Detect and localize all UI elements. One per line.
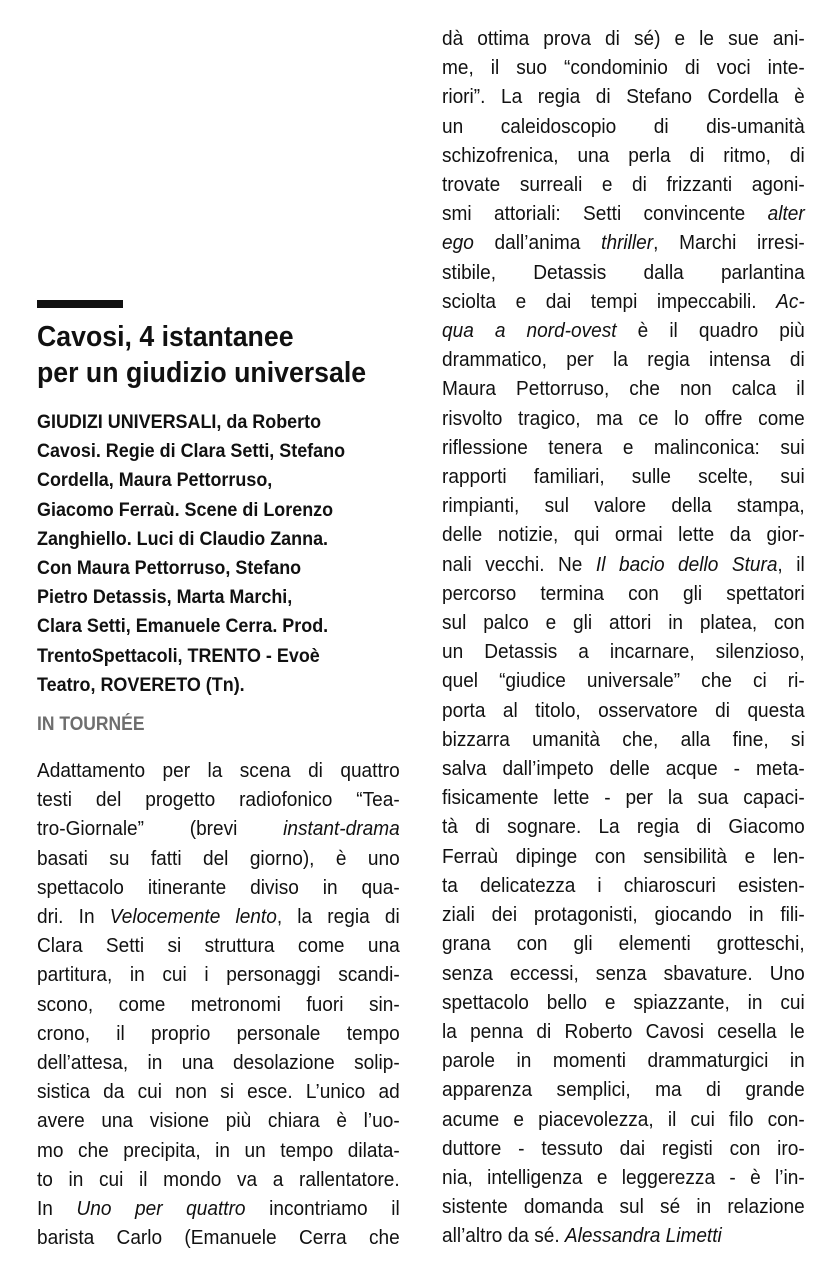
text-line: delle notizie, qui ormai lette da gior- <box>442 523 805 547</box>
text-line: crono, il proprio personale tempo <box>37 1021 400 1045</box>
title-line-2: per un giudizio universale <box>37 357 367 389</box>
text-line: acume e piacevolezza, il cui filo con- <box>442 1107 805 1131</box>
text-line: percorso termina con gli spettatori <box>442 581 805 605</box>
credits-line: GIUDIZI UNIVERSALI, da Roberto <box>37 411 322 433</box>
text-line: In Uno per quattro incontriamo il <box>37 1197 400 1221</box>
credits-line: Con Maura Pettorruso, Stefano <box>37 557 302 580</box>
text-line: nali vecchi. Ne Il bacio dello Stura, il <box>442 552 805 576</box>
text-line: parole in momenti drammaturgici in <box>442 1049 805 1073</box>
text-line: Maura Pettorruso, che non calca il <box>442 377 805 401</box>
text-line: me, il suo “condominio di voci inte- <box>442 56 805 80</box>
text-line: grana con gli elementi grotteschi, <box>442 932 805 956</box>
show-title: GIUDIZI UNIVERSALI <box>37 411 217 433</box>
text-line: Clara Setti si struttura come una <box>37 934 400 958</box>
text-line: sistica da cui non si esce. L’unico ad <box>37 1080 400 1104</box>
credits-line: TrentoSpettacoli, TRENTO - Evoè <box>37 644 320 667</box>
credits-line: Teatro, ROVERETO (Tn). <box>37 673 245 696</box>
credits-line: Cordella, Maura Pettorruso, <box>37 469 273 492</box>
credits-line: Pietro Detassis, Marta Marchi, <box>37 586 293 609</box>
credits-line: Clara Setti, Emanuele Cerra. Prod. <box>37 615 329 638</box>
production-credits <box>37 408 400 700</box>
credits-line: Giacomo Ferraù. Scene di Lorenzo <box>37 498 334 521</box>
text-line: mo che precipita, in un tempo dilata- <box>37 1138 400 1162</box>
text-line: avere una visione più chiara è l’uo- <box>37 1109 400 1133</box>
text-line: smi attoriali: Setti convincente alter <box>442 202 805 226</box>
text-line: sul palco e gli attori in platea, con <box>442 611 805 635</box>
text-line: salva dall’impeto delle acque - meta- <box>442 757 805 781</box>
text-line: trovate surreali e di frizzanti agoni- <box>442 173 805 197</box>
text-line: ego dall’anima thriller, Marchi irresi- <box>442 231 805 255</box>
text-line: senza eccessi, senza sbavature. Uno <box>442 961 805 985</box>
text-line: riflessione tenera e malinconica: sui <box>442 435 805 459</box>
text-line: basati su fatti del giorno), è uno <box>37 846 400 870</box>
credits-line: Cavosi. Regie di Clara Setti, Stefano <box>37 440 346 463</box>
text-line: testi del progetto radiofonico “Tea- <box>37 788 400 812</box>
text-line: fisicamente lette - per la sua capaci- <box>442 786 805 810</box>
article-body-right <box>442 24 805 1251</box>
text-line: dà ottima prova di sé) e le sue ani- <box>442 27 805 50</box>
text-line: stibile, Detassis dalla parlantina <box>442 260 805 284</box>
text-line: barista Carlo (Emanuele Cerra che <box>37 1226 400 1250</box>
text-line: porta al titolo, osservatore di questa <box>442 698 805 722</box>
title-line-1: Cavosi, 4 istantanee <box>37 321 294 353</box>
text-line: un caleidoscopio di dis-umanità <box>442 114 805 138</box>
text-line: Adattamento per la scena di quattro <box>37 759 400 782</box>
text-line: tà di sognare. La regia di Giacomo <box>442 815 805 839</box>
article-body-left <box>37 756 400 1252</box>
text-line: sistente domanda sul sé in relazione <box>442 1195 805 1219</box>
text-line: rapporti familiari, sulle scelte, sui <box>442 465 805 489</box>
section-label: IN TOURNÉE <box>37 714 145 735</box>
text-line: scono, come metronomi fuori sin- <box>37 992 400 1016</box>
title-rule <box>37 300 123 308</box>
text-line: Ferraù dipinge con sensibilità e len- <box>442 844 805 868</box>
text-line: partitura, in cui i personaggi scandi- <box>37 963 400 987</box>
text-line: riori”. La regia di Stefano Cordella è <box>442 85 805 109</box>
text-line: spettacolo bello e spiazzante, in cui <box>442 990 805 1014</box>
text-line: risvolto tragico, ma ce lo offre come <box>442 406 805 430</box>
text-line: drammatico, per la regia intensa di <box>442 348 805 372</box>
text-line: schizofrenica, una perla di ritmo, di <box>442 143 805 167</box>
text-line: all’altro da sé. Alessandra Limetti <box>442 1224 722 1248</box>
text-line: qua a nord-ovest è il quadro più <box>442 319 805 343</box>
text-line: tro-Giornale” (brevi instant-drama <box>37 817 400 841</box>
text-line: ziali dei protagonisti, giocando in fili- <box>442 903 805 927</box>
text-line: ta delicatezza i chiaroscuri esisten- <box>442 873 805 897</box>
text-line: apparenza semplici, ma di grande <box>442 1078 805 1102</box>
text-line: dell’attesa, in una desolazione solip- <box>37 1051 400 1075</box>
text-line: un Detassis a incarnare, silenzioso, <box>442 640 805 664</box>
text-line: bizzarra umanità che, alla fine, si <box>442 727 805 751</box>
article-title <box>37 319 387 391</box>
text-line: sciolta e dai tempi impeccabili. Ac- <box>442 289 805 313</box>
text-line: rimpianti, sul valore della stampa, <box>442 494 805 518</box>
text-line: nia, intelligenza e leggerezza - è l’in- <box>442 1165 805 1189</box>
text-line: to in cui il mondo va a rallentatore. <box>37 1167 400 1191</box>
credits-line: Zanghiello. Luci di Claudio Zanna. <box>37 527 329 550</box>
text-line: dri. In Velocemente lento, la regia di <box>37 905 400 929</box>
text-line: duttore - tessuto dai registi con iro- <box>442 1136 805 1160</box>
text-line: spettacolo itinerante diviso in qua- <box>37 875 400 899</box>
text-line: la penna di Roberto Cavosi cesella le <box>442 1019 805 1043</box>
text-line: quel “giudice universale” che ci ri- <box>442 669 805 693</box>
